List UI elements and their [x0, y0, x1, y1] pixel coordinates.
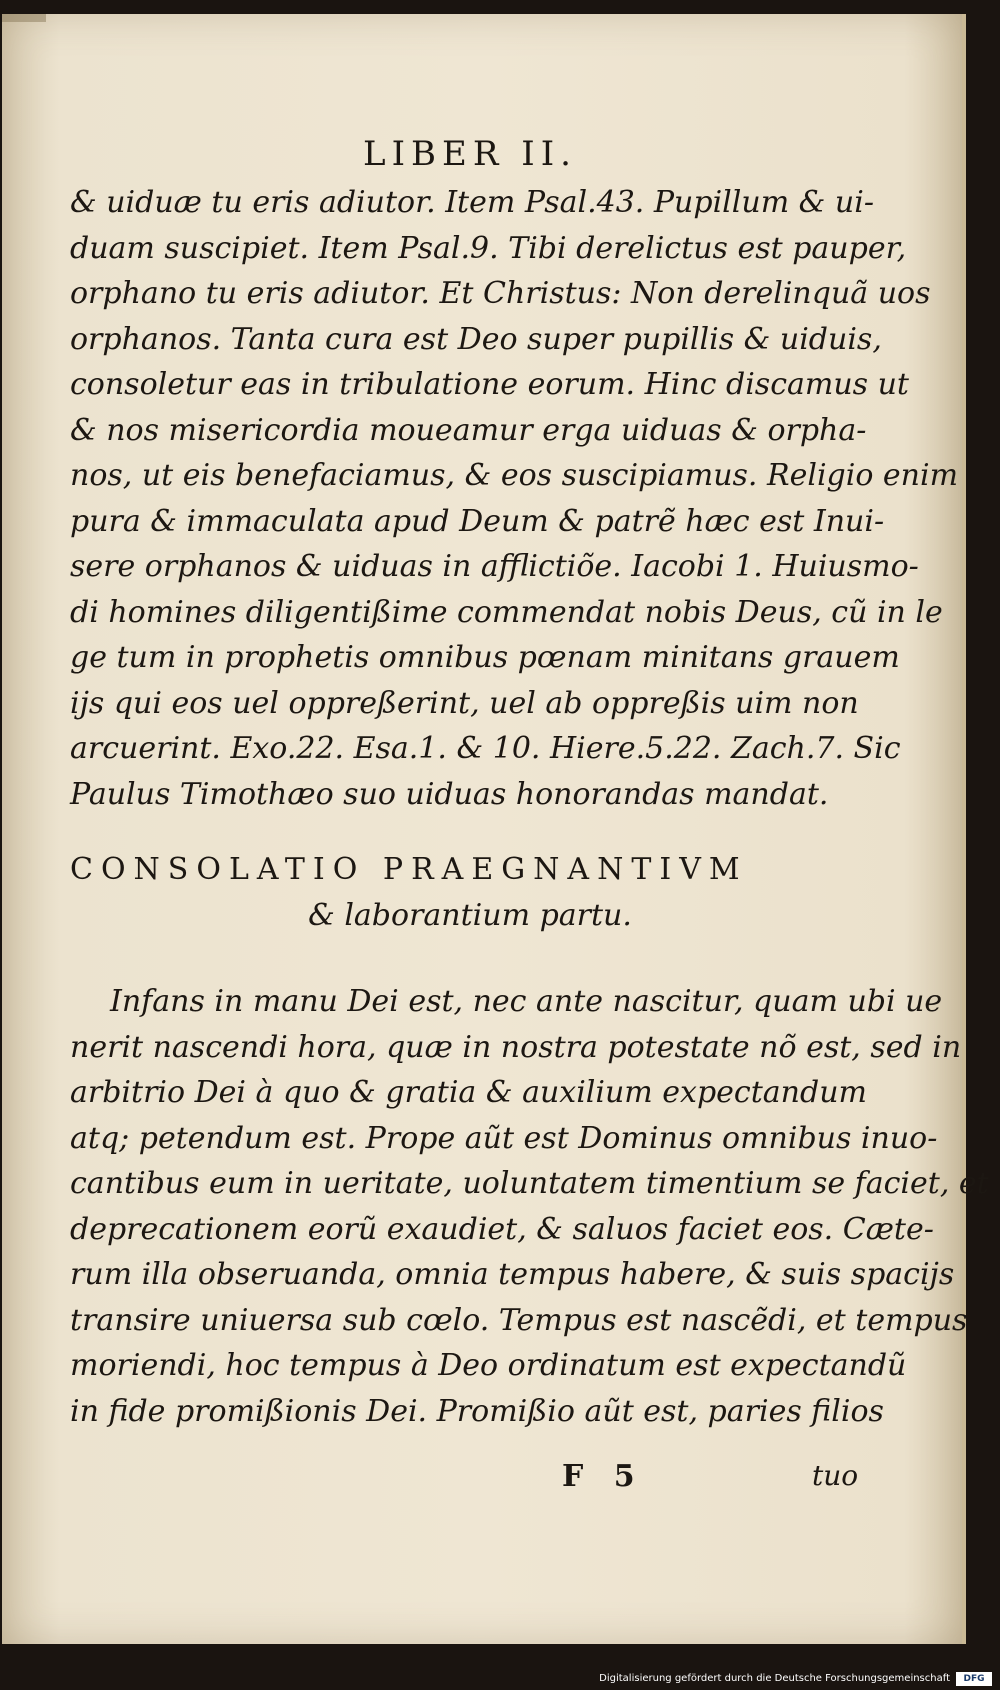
text-line: sere orphanos & uiduas in afflictiõe. Iacobi 1. Huiusmo-: [70, 549, 919, 584]
text-line: nerit nascendi hora, quæ in nostra potestate nõ est, sed in: [70, 1029, 962, 1065]
text-line: arbitrio Dei à quo & gratia & auxilium expectandum: [70, 1075, 867, 1110]
text-line: moriendi, hoc tempus à Deo ordinatum est expectandũ: [70, 1348, 907, 1383]
text-line: deprecationem eorũ exaudiet, & saluos faciet eos. Cæte-: [70, 1211, 934, 1247]
text-line: & uiduæ tu eris adiutor. Item Psal.43. Pupillum & ui-: [70, 185, 874, 220]
text-block: [70, 134, 989, 1434]
paragraph-2: [70, 979, 989, 1434]
section-subtitle: & laborantium partu.: [308, 898, 632, 933]
text-line: cantibus eum in ueritate, uoluntatem timentium se faciet, et: [70, 1166, 989, 1201]
text-line: in fide promißionis Dei. Promißio aũt est, paries filios: [70, 1393, 884, 1429]
dfg-logo: DFG: [956, 1672, 992, 1686]
text-line: nos, ut eis benefaciamus, & eos suscipiamus. Religio enim: [70, 458, 959, 493]
digitization-credit: Digitalisierung gefördert durch die Deutsche Forschungsgemeinschaft: [599, 1673, 950, 1684]
text-line: ijs qui eos uel oppreßerint, uel ab oppreßis uim non: [70, 685, 859, 721]
text-line: atq; petendum est. Prope aũt est Dominus omnibus inuo-: [70, 1120, 938, 1156]
catchword: tuo: [812, 1459, 859, 1492]
section-title: CONSOLATIO PRAEGNANTIVM: [70, 852, 748, 887]
text-line: Infans in manu Dei est, nec ante nascitur, quam ubi ue: [110, 984, 943, 1019]
paragraph-1: [70, 180, 959, 817]
text-line: transire uniuersa sub cœlo. Tempus est nascẽdi, et tempus: [70, 1302, 968, 1338]
text-line: consoletur eas in tribulatione eorum. Hinc discamus ut: [70, 367, 909, 402]
text-line: pura & immaculata apud Deum & patrẽ hæc est Inui-: [70, 503, 885, 539]
text-line: di homines diligentißime commendat nobis Deus, cũ in le: [70, 594, 943, 630]
text-line: & nos misericordia moueamur erga uiduas & orpha-: [70, 412, 867, 448]
text-line: Paulus Timothæo suo uiduas honorandas mandat.: [70, 776, 829, 812]
book-page: [2, 14, 989, 1644]
text-line: orphano tu eris adiutor. Et Christus: Non derelinquã uos: [70, 276, 931, 311]
text-line: orphanos. Tanta cura est Deo super pupillis & uiduis,: [70, 321, 882, 357]
text-line: duam suscipiet. Item Psal.9. Tibi derelictus est pauper,: [70, 230, 907, 266]
section-heading: [70, 847, 870, 939]
signature-mark: F 5: [562, 1459, 645, 1494]
text-line: arcuerint. Exo.22. Esa.1. & 10. Hiere.5.22. Zach.7. Sic: [70, 731, 901, 766]
text-line: ge tum in prophetis omnibus pœnam minitans grauem: [70, 640, 900, 675]
text-line: rum illa obseruanda, omnia tempus habere, & suis spacijs: [70, 1257, 955, 1292]
running-head: LIBER II.: [363, 134, 577, 174]
